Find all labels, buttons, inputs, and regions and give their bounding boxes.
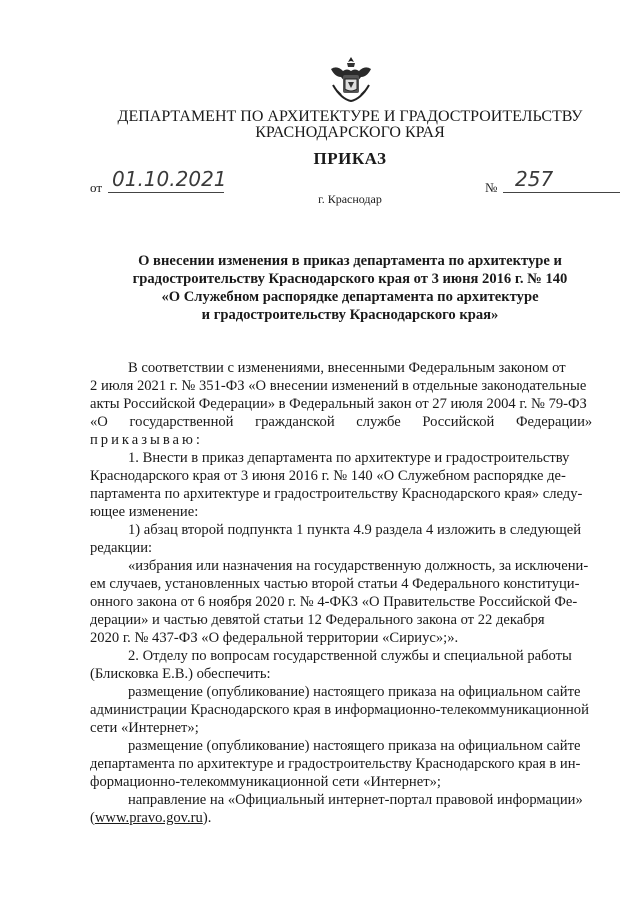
body-line: онного закона от 6 ноября 2020 г. № 4-ФКЗ «О Правительстве Российской Фе-	[90, 594, 578, 610]
body-line: 2. Отделу по вопросам государственной службы и специальной работы	[128, 648, 572, 664]
body-line-link	[90, 809, 610, 827]
body-line: сети «Интернет»;	[90, 720, 199, 736]
city-label: г. Краснодар	[318, 192, 382, 206]
document-type-title: ПРИКАЗ	[313, 149, 387, 168]
order-date: 01.10.2021	[108, 167, 224, 193]
body-line: направление на «Официальный интернет-портал правовой информации»	[128, 792, 583, 808]
body-line: 1. Внести в приказ департамента по архитектуре и градостроительству	[128, 450, 570, 466]
subject-line-4: и градостроительству Краснодарского края»	[201, 307, 499, 323]
body-line: ющее изменение:	[90, 504, 199, 520]
body-line: редакции:	[90, 540, 153, 556]
body-line: департамента по архитектуре и градостроительству Краснодарского края в ин-	[90, 756, 581, 772]
body-line: формационно-телекоммуникационной сети «Интернет»;	[90, 774, 441, 790]
body-line: «избрания или назначения на государственную должность, за исключени-	[128, 558, 589, 574]
body-line: Краснодарского края от 3 июня 2016 г. № 140 «О Служебном распорядке де-	[90, 468, 566, 484]
department-name-line1: ДЕПАРТАМЕНТ ПО АРХИТЕКТУРЕ И ГРАДОСТРОИТЕЛЬСТВУ	[117, 108, 583, 125]
department-name-line2: КРАСНОДАРСКОГО КРАЯ	[255, 124, 445, 141]
body-line: дерации» и частью девятой статьи 12 Федерального закона от 22 декабря	[90, 612, 545, 628]
paren-open: (	[90, 810, 95, 826]
body-line: ем случаев, установленных частью второй статьи 4 Федерального конституци-	[90, 576, 580, 592]
date-prefix: от	[90, 180, 103, 195]
body-line: приказываю:	[90, 432, 203, 448]
body-line: акты Российской Федерации» в Федеральный закон от 27 июля 2004 г. № 79-ФЗ	[90, 396, 587, 412]
pravo-link[interactable]: www.pravo.gov.ru	[94, 810, 203, 826]
subject-line-3: «О Служебном распорядке департамента по архитектуре	[161, 289, 539, 305]
coat-of-arms-icon	[327, 55, 375, 105]
body-line: 1) абзац второй подпункта 1 пункта 4.9 раздела 4 изложить в следующей	[128, 522, 582, 538]
body-line: (Блисковка Е.В.) обеспечить:	[90, 666, 271, 682]
order-number: 257	[503, 167, 620, 193]
number-prefix: №	[485, 180, 498, 195]
body-line: 2 июля 2021 г. № 351-ФЗ «О внесении изменений в отдельные законодательные	[90, 378, 587, 394]
body-line: партамента по архитектуре и градостроительству Краснодарского края» следу-	[90, 486, 583, 502]
paren-close: ).	[202, 810, 212, 826]
body-line: В соответствии с изменениями, внесенными Федеральным законом от	[128, 360, 566, 376]
body-line: размещение (опубликование) настоящего приказа на официальном сайте	[128, 684, 581, 700]
body-line: размещение (опубликование) настоящего приказа на официальном сайте	[128, 738, 581, 754]
body-line: 2020 г. № 437-ФЗ «О федеральной территории «Сириус»;».	[90, 630, 459, 646]
body-line: «О государственной гражданской службе Российской Федерации»	[90, 414, 593, 430]
subject-line-1: О внесении изменения в приказ департамента по архитектуре и	[138, 253, 562, 269]
body-line: администрации Краснодарского края в информационно-телекоммуникационной	[90, 702, 589, 718]
subject-line-2: градостроительству Краснодарского края от 3 июня 2016 г. № 140	[132, 271, 568, 287]
